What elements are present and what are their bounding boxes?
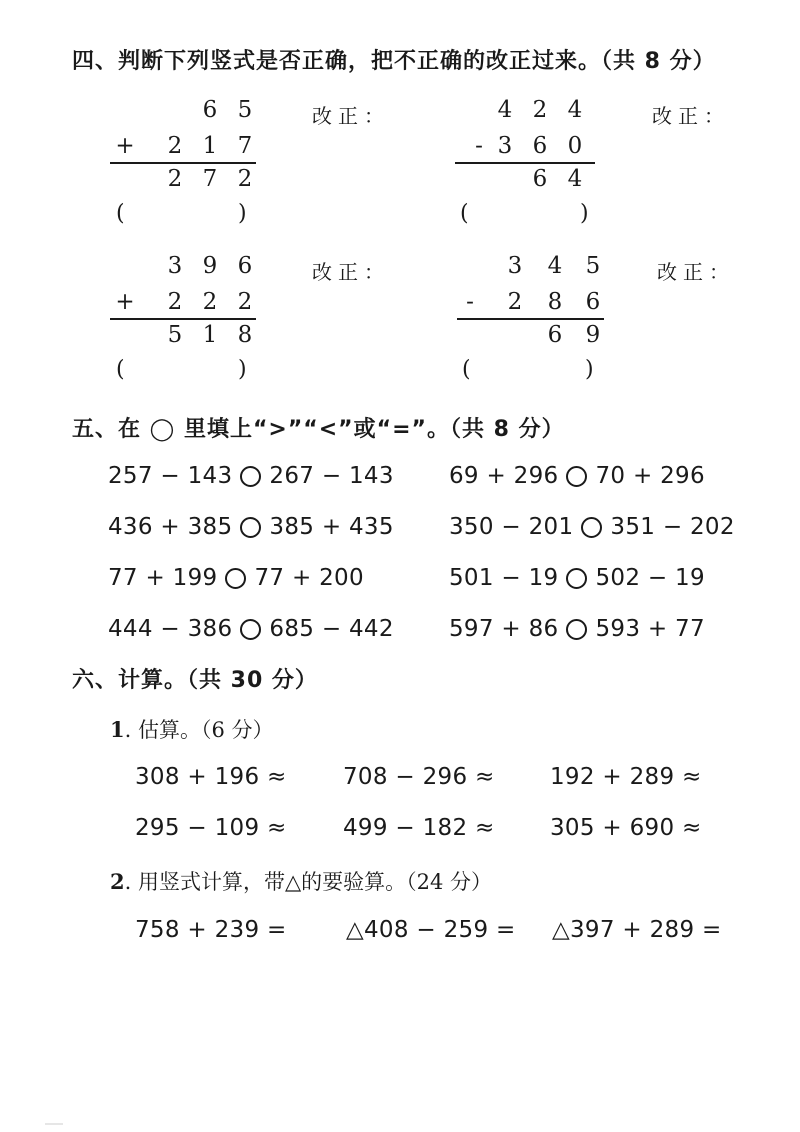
right-expression: 70 + 296 (595, 463, 705, 489)
right-expression: 502 − 19 (595, 565, 705, 591)
page-corner-mark (45, 1123, 63, 1125)
fix-label: 改正： (312, 260, 390, 284)
left-expression: 77 + 199 (108, 565, 218, 591)
part-title-text: . 用竖式计算，带△的要验算。（24 分） (124, 870, 493, 894)
right-expression: 385 + 435 (269, 514, 394, 540)
operator-minus: - (466, 289, 474, 315)
difference-line (455, 162, 595, 164)
compare-circle[interactable] (566, 466, 587, 487)
calc-item: 758 + 239 = (135, 917, 287, 943)
digit: 2 (167, 133, 183, 159)
part-number: 2 (110, 869, 125, 894)
left-expression: 257 − 143 (108, 463, 233, 489)
sum-line (110, 318, 256, 320)
compare-item (108, 565, 364, 591)
digit: 2 (202, 289, 218, 315)
digit: 6 (585, 289, 601, 315)
estimate-item: 295 − 109 ≈ (135, 815, 287, 841)
digit: 6 (237, 253, 253, 279)
digit: 4 (547, 253, 563, 279)
fix-label: 改正： (657, 260, 735, 284)
compare-circle[interactable] (566, 568, 587, 589)
sum-line (110, 162, 256, 164)
estimate-item: 308 + 196 ≈ (135, 764, 287, 790)
section-6-heading: 六、计算。（共 30 分） (72, 668, 318, 693)
answer-paren-open: ( (460, 201, 469, 226)
part-title-text: . 估算。（6 分） (124, 718, 274, 742)
digit: 7 (202, 166, 218, 192)
compare-item (449, 463, 705, 489)
digit: 2 (237, 289, 253, 315)
compare-circle[interactable] (581, 517, 602, 538)
digit: 3 (497, 133, 513, 159)
compare-item (449, 616, 705, 642)
answer-paren-close: ) (238, 201, 247, 226)
right-expression: 593 + 77 (595, 616, 705, 642)
digit: 9 (202, 253, 218, 279)
compare-item (449, 514, 735, 540)
digit: 4 (567, 166, 583, 192)
operator-plus: + (115, 133, 135, 159)
digit: 1 (202, 133, 218, 159)
digit: 2 (167, 289, 183, 315)
estimate-item: 192 + 289 ≈ (550, 764, 702, 790)
digit: 6 (547, 322, 563, 348)
left-expression: 444 − 386 (108, 616, 233, 642)
compare-item (108, 616, 394, 642)
digit: 0 (567, 133, 583, 159)
answer-paren-close: ) (238, 357, 247, 382)
digit: 8 (237, 322, 253, 348)
digit: 6 (532, 133, 548, 159)
digit: 3 (167, 253, 183, 279)
compare-circle[interactable] (240, 466, 261, 487)
estimate-item: 499 − 182 ≈ (343, 815, 495, 841)
difference-line (457, 318, 604, 320)
compare-item (108, 514, 394, 540)
digit: 9 (585, 322, 601, 348)
right-expression: 267 − 143 (269, 463, 394, 489)
digit: 2 (532, 97, 548, 123)
operator-minus: - (475, 133, 483, 159)
estimate-item: 708 − 296 ≈ (343, 764, 495, 790)
compare-item (108, 463, 394, 489)
right-expression: 351 − 202 (610, 514, 735, 540)
compare-circle[interactable] (566, 619, 587, 640)
digit: 5 (237, 97, 253, 123)
left-expression: 69 + 296 (449, 463, 559, 489)
estimate-item: 305 + 690 ≈ (550, 815, 702, 841)
compare-circle[interactable] (225, 568, 246, 589)
left-expression: 436 + 385 (108, 514, 233, 540)
fix-label: 改正： (652, 104, 730, 128)
answer-paren-close: ) (585, 357, 594, 382)
answer-paren-open: ( (462, 357, 471, 382)
compare-item (449, 565, 705, 591)
digit: 5 (585, 253, 601, 279)
left-expression: 501 − 19 (449, 565, 559, 591)
digit: 2 (237, 166, 253, 192)
compare-circle[interactable] (240, 517, 261, 538)
section-5-heading: 五、在 ◯ 里填上“>”“<”或“=”。（共 8 分） (72, 417, 565, 442)
answer-paren-open: ( (116, 201, 125, 226)
digit: 1 (202, 322, 218, 348)
part-2-title (110, 866, 492, 896)
compare-circle[interactable] (240, 619, 261, 640)
digit: 5 (167, 322, 183, 348)
digit: 2 (167, 166, 183, 192)
left-expression: 597 + 86 (449, 616, 559, 642)
answer-paren-close: ) (580, 201, 589, 226)
part-1-title (110, 714, 274, 744)
right-expression: 685 − 442 (269, 616, 394, 642)
digit: 6 (532, 166, 548, 192)
digit: 4 (567, 97, 583, 123)
digit: 7 (237, 133, 253, 159)
section-4-heading: 四、判断下列竖式是否正确，把不正确的改正过来。（共 8 分） (72, 49, 716, 74)
operator-plus: + (115, 289, 135, 315)
calc-item: △397 + 289 = (552, 917, 722, 943)
right-expression: 77 + 200 (254, 565, 364, 591)
calc-item: △408 − 259 = (346, 917, 516, 943)
digit: 4 (497, 97, 513, 123)
digit: 3 (507, 253, 523, 279)
digit: 6 (202, 97, 218, 123)
part-number: 1 (110, 717, 125, 742)
fix-label: 改正： (312, 104, 390, 128)
digit: 8 (547, 289, 563, 315)
answer-paren-open: ( (116, 357, 125, 382)
digit: 2 (507, 289, 523, 315)
left-expression: 350 − 201 (449, 514, 574, 540)
